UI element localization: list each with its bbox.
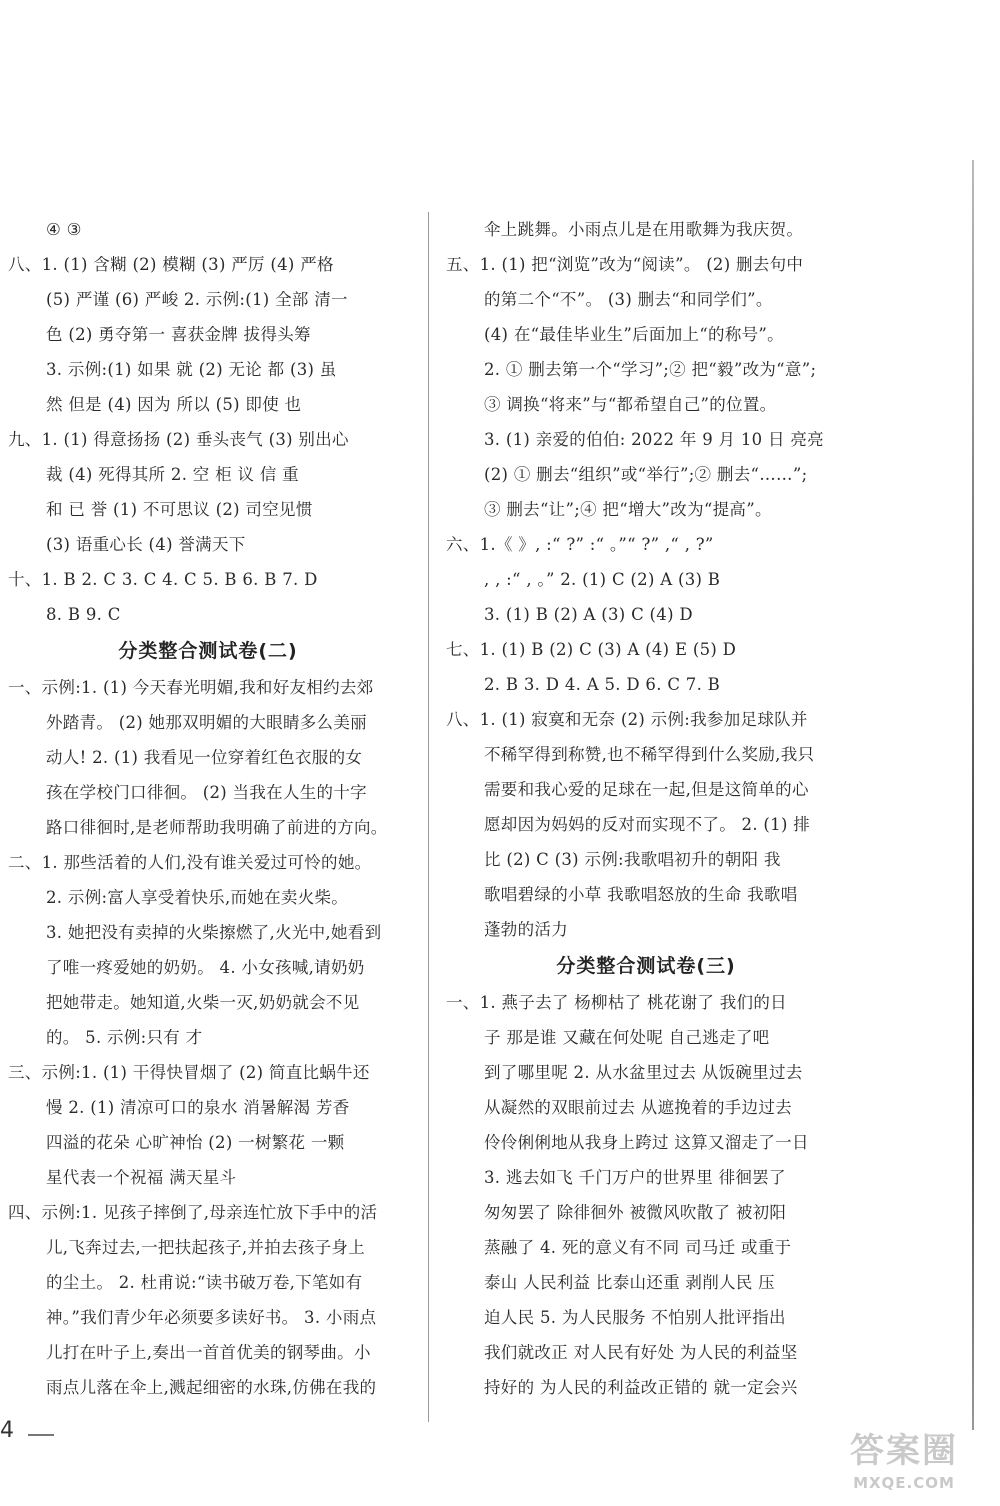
answer-line: 了唯一疼爱她的奶奶。 4. 小女孩喊,请奶奶 [46, 958, 365, 977]
answer-line: 8. B 9. C [46, 605, 121, 624]
answer-line: ④ ③ [46, 220, 82, 239]
watermark-bottom: MXQE.COM [853, 1474, 955, 1492]
answer-line: 歌唱碧绿的小草 我歌唱怒放的生命 我歌唱 [484, 885, 798, 904]
answer-line: 的第二个“不”。 (3) 删去“和同学们”。 [484, 290, 773, 309]
answer-line: 雨点儿落在伞上,溅起细密的水珠,仿佛在我的 [46, 1378, 377, 1397]
answer-line: 子 那是谁 又藏在何处呢 自己逃走了吧 [484, 1028, 770, 1047]
answer-line: 七、1. (1) B (2) C (3) A (4) E (5) D [446, 640, 737, 659]
answer-line: 二、1. 那些活着的人们,没有谁关爱过可怜的她。 [8, 853, 372, 872]
page-edge-shadow [972, 160, 974, 1430]
answer-line: 蓬勃的活力 [484, 920, 568, 939]
answer-line: 的。 5. 示例:只有 才 [46, 1028, 203, 1047]
answer-line: 八、1. (1) 含糊 (2) 模糊 (3) 严厉 (4) 严格 [8, 255, 334, 274]
answer-line: 3. (1) B (2) A (3) C (4) D [484, 605, 693, 624]
answer-line: (2) ① 删去“组织”或“举行”;② 删去“……”; [484, 465, 808, 484]
answer-line: 3. 逃去如飞 千门万户的世界里 徘徊罢了 [484, 1168, 786, 1187]
answer-line: 路口徘徊时,是老师帮助我明确了前进的方向。 [46, 818, 388, 837]
page-number-rule [28, 1434, 54, 1436]
answer-line: 十、1. B 2. C 3. C 4. C 5. B 6. B 7. D [8, 570, 318, 589]
answer-line: ③ 调换“将来”与“都希望自己”的位置。 [484, 395, 777, 414]
answer-line: 的尘土。 2. 杜甫说:“读书破万卷,下笔如有 [46, 1273, 363, 1292]
answer-line: 慢 2. (1) 清凉可口的泉水 消暑解渴 芳香 [46, 1098, 350, 1117]
answer-line: (5) 严谨 (6) 严峻 2. 示例:(1) 全部 清一 [46, 290, 348, 309]
answer-line: 外踏青。 (2) 她那双明媚的大眼睛多么美丽 [46, 713, 367, 732]
answer-line: 一、示例:1. (1) 今天春光明媚,我和好友相约去郊 [8, 678, 374, 697]
answer-line: 2. 示例:富人享受着快乐,而她在卖火柴。 [46, 888, 349, 907]
answer-line: 愿却因为妈妈的反对而实现不了。 2. (1) 排 [484, 815, 811, 834]
answer-line: 三、示例:1. (1) 干得快冒烟了 (2) 简直比蜗牛还 [8, 1063, 370, 1082]
answer-line: ③ 删去“让”;④ 把“增大”改为“提高”。 [484, 500, 772, 519]
column-divider [428, 212, 429, 1422]
answer-line: 到了哪里呢 2. 从水盆里过去 从饭碗里过去 [484, 1063, 803, 1082]
answer-line: 从凝然的双眼前过去 从遮挽着的手边过去 [484, 1098, 792, 1117]
answer-line: 2. B 3. D 4. A 5. D 6. C 7. B [484, 675, 721, 694]
page-number: 4 [0, 1418, 14, 1443]
answer-line: 和 已 誉 (1) 不可思议 (2) 司空见惯 [46, 500, 313, 519]
answer-line: 动人! 2. (1) 我看见一位穿着红色衣服的女 [46, 748, 363, 767]
section-heading: 分类整合测试卷(二) [118, 640, 298, 662]
answer-line: , , :“ , 。” 2. (1) C (2) A (3) B [484, 570, 721, 589]
answer-line: 八、1. (1) 寂寞和无奈 (2) 示例:我参加足球队并 [446, 710, 808, 729]
answer-line: 把她带走。她知道,火柴一灭,奶奶就会不见 [46, 993, 360, 1012]
answer-line: (4) 在“最佳毕业生”后面加上“的称号”。 [484, 325, 784, 344]
answer-line: 神。”我们青少年必须要多读好书。 3. 小雨点 [46, 1308, 377, 1327]
answer-line: 孩在学校门口徘徊。 (2) 当我在人生的十字 [46, 783, 367, 802]
answer-column-left [8, 212, 408, 1405]
answer-line: 六、1.《 》, :“ ?” :“ 。”“ ?” ,“ , ?” [446, 535, 714, 554]
answer-line: 不稀罕得到称赞,也不稀罕得到什么奖励,我只 [484, 745, 815, 764]
answer-line: 我们就改正 对人民有好处 为人民的利益坚 [484, 1343, 798, 1362]
answer-line: 星代表一个祝福 满天星斗 [46, 1168, 237, 1187]
answer-line: 九、1. (1) 得意扬扬 (2) 垂头丧气 (3) 别出心 [8, 430, 349, 449]
answer-line: 一、1. 燕子去了 杨柳枯了 桃花谢了 我们的日 [446, 993, 787, 1012]
answer-line: 比 (2) C (3) 示例:我歌唱初升的朝阳 我 [484, 850, 781, 869]
answer-line: 迫人民 5. 为人民服务 不怕别人批评指出 [484, 1308, 786, 1327]
answer-line: 色 (2) 勇夺第一 喜获金牌 拔得头筹 [46, 325, 311, 344]
answer-line: 五、1. (1) 把“浏览”改为“阅读”。 (2) 删去句中 [446, 255, 804, 274]
answer-line: 儿打在叶子上,奏出一首首优美的钢琴曲。小 [46, 1343, 371, 1362]
watermark-top: 答案圈 [850, 1431, 958, 1471]
answer-line: 伞上跳舞。小雨点儿是在用歌舞为我庆贺。 [484, 220, 804, 239]
section-heading: 分类整合测试卷(三) [556, 955, 736, 977]
answer-line: 需要和我心爱的足球在一起,但是这简单的心 [484, 780, 809, 799]
answer-line: 裁 (4) 死得其所 2. 空 柜 议 信 重 [46, 465, 299, 484]
answer-line: 3. (1) 亲爱的伯伯: 2022 年 9 月 10 日 亮亮 [484, 430, 824, 449]
answer-line: 匆匆罢了 除徘徊外 被微风吹散了 被初阳 [484, 1203, 787, 1222]
answer-line: 3. 她把没有卖掉的火柴擦燃了,火光中,她看到 [46, 923, 382, 942]
answer-line: 然 但是 (4) 因为 所以 (5) 即使 也 [46, 395, 302, 414]
answer-line: 2. ① 删去第一个“学习”;② 把“毅”改为“意”; [484, 360, 817, 379]
answer-line: 泰山 人民利益 比泰山还重 剥削人民 压 [484, 1273, 775, 1292]
watermark-logo [815, 1430, 993, 1500]
answer-line: 四溢的花朵 心旷神怡 (2) 一树繁花 一颗 [46, 1133, 345, 1152]
answer-line: 伶伶俐俐地从我身上跨过 这算又溜走了一日 [484, 1133, 809, 1152]
answer-line: 儿,飞奔过去,一把扶起孩子,并拍去孩子身上 [46, 1238, 366, 1257]
answer-line: 3. 示例:(1) 如果 就 (2) 无论 都 (3) 虽 [46, 360, 337, 379]
answer-line: (3) 语重心长 (4) 誉满天下 [46, 535, 246, 554]
answer-line: 蒸融了 4. 死的意义有不同 司马迁 或重于 [484, 1238, 792, 1257]
answer-line: 四、示例:1. 见孩子摔倒了,母亲连忙放下手中的活 [8, 1203, 378, 1222]
answer-line: 持好的 为人民的利益改正错的 就一定会兴 [484, 1378, 798, 1397]
answer-column-right [446, 212, 846, 1405]
